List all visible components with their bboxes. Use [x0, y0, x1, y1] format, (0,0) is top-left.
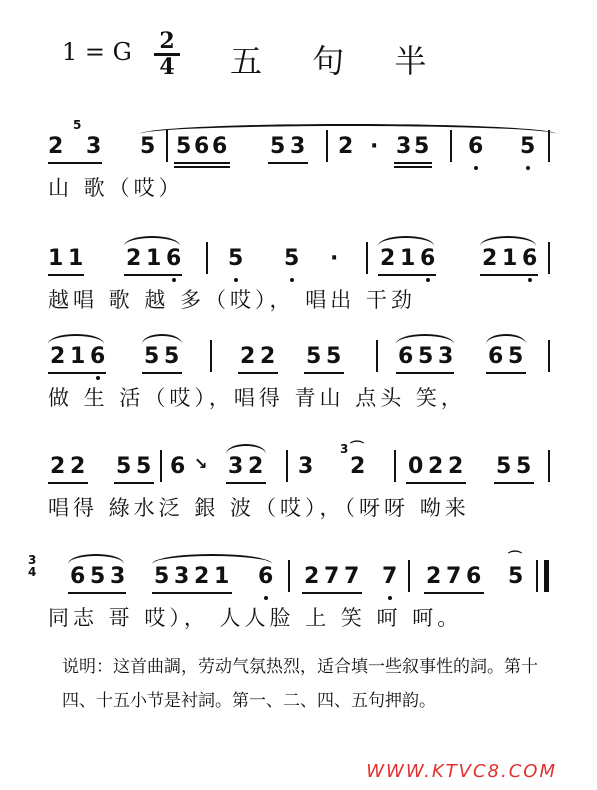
- lyrics-line-4: 唱得 綠水泛 銀 波（哎），（呀呀 呦来: [48, 496, 470, 520]
- underline: [48, 482, 88, 484]
- note: 6: [90, 344, 106, 369]
- note: 6: [212, 134, 228, 159]
- octave-dot: [388, 596, 392, 600]
- note: 2: [50, 344, 66, 369]
- barline: [548, 242, 550, 274]
- slur: [48, 334, 104, 344]
- lyrics-line-1: 山 歌（哎）: [48, 176, 184, 200]
- underline: [424, 592, 484, 594]
- final-barline: [544, 560, 549, 592]
- note: 6: [398, 344, 414, 369]
- note: 6: [166, 246, 182, 271]
- barline: [210, 340, 212, 372]
- barline: [548, 130, 550, 162]
- underline: [142, 372, 182, 374]
- note: 5: [326, 344, 342, 369]
- barline: [288, 560, 290, 592]
- note: 1: [68, 246, 84, 271]
- slur: [378, 236, 434, 246]
- slur: [226, 444, 266, 454]
- note: 1: [48, 246, 64, 271]
- note: 5: [136, 454, 152, 479]
- key-signature: 1 = G: [62, 38, 132, 66]
- barline: [536, 560, 538, 592]
- underline: [114, 482, 154, 484]
- slur: [124, 236, 180, 246]
- underline: [268, 162, 308, 164]
- octave-dot: [290, 278, 294, 282]
- note: 5: [116, 454, 132, 479]
- note: 2: [248, 454, 264, 479]
- barline: [394, 450, 396, 482]
- underline: [124, 274, 182, 276]
- note: 5: [140, 134, 156, 159]
- underline: [302, 592, 362, 594]
- note: 2: [48, 134, 64, 159]
- notation-line-4: [48, 441, 558, 488]
- notation-line-5: [28, 551, 558, 598]
- footnote: 说明：这首曲調，劳动气氛热烈，适合填一些叙事性的詞。第十四、十五小节是衬詞。第一、二、四、五句押韵。: [62, 657, 538, 711]
- slur: [486, 334, 526, 344]
- note: 5: [414, 134, 430, 159]
- barline: [326, 130, 328, 162]
- note: 5: [306, 344, 322, 369]
- note: 3: [174, 564, 190, 589]
- slur: [152, 554, 272, 564]
- note: 6: [466, 564, 482, 589]
- note: 5: [520, 134, 536, 159]
- lyrics-line-5: 同志 哥 哎）， 人人脸 上 笑 呵 呵。: [48, 606, 463, 630]
- octave-dot: [528, 278, 532, 282]
- note: 1: [214, 564, 230, 589]
- fermata: ⌒: [508, 551, 522, 567]
- note: 6: [522, 246, 538, 271]
- note: 6: [258, 564, 274, 589]
- note: 5: [228, 246, 244, 271]
- octave-dot: [96, 376, 100, 380]
- note: ·: [330, 246, 339, 271]
- note: ·: [370, 134, 379, 159]
- note: 0: [408, 454, 424, 479]
- octave-dot: [474, 166, 478, 170]
- note: 3: [228, 454, 244, 479]
- barline: [408, 560, 410, 592]
- note: 2: [338, 134, 354, 159]
- barline: [206, 242, 208, 274]
- time-change: 3 4: [28, 553, 37, 579]
- octave-dot: [526, 166, 530, 170]
- note: 2: [350, 454, 366, 479]
- note: 1: [502, 246, 518, 271]
- notation-line-1: [48, 118, 558, 168]
- note: 3: [396, 134, 412, 159]
- note: 5: [176, 134, 192, 159]
- note: 7: [446, 564, 462, 589]
- octave-dot: [264, 596, 268, 600]
- note: 5: [508, 344, 524, 369]
- note: 6: [488, 344, 504, 369]
- note: 5: [516, 454, 532, 479]
- octave-dot: [172, 278, 176, 282]
- note: 2: [70, 454, 86, 479]
- note: 1: [400, 246, 416, 271]
- underline: [304, 372, 344, 374]
- underline: [68, 592, 126, 594]
- underline: [396, 372, 454, 374]
- underline: [48, 372, 106, 374]
- song-title: 五 句 半: [230, 42, 447, 80]
- slur: [396, 334, 454, 344]
- note: 6: [70, 564, 86, 589]
- note: 6: [194, 134, 210, 159]
- underline: [174, 162, 230, 164]
- underline: [238, 372, 278, 374]
- underline: [394, 166, 432, 168]
- note: 2: [260, 344, 276, 369]
- note: 6: [468, 134, 484, 159]
- underline: [48, 162, 102, 164]
- barline: [450, 130, 452, 162]
- underline: [226, 482, 266, 484]
- grace-note: 5: [73, 118, 82, 132]
- barline: [366, 242, 368, 274]
- barline: [548, 450, 550, 482]
- underline: [480, 274, 538, 276]
- note: 2: [50, 454, 66, 479]
- note: 5: [144, 344, 160, 369]
- note: 3: [438, 344, 454, 369]
- note: 2: [304, 564, 320, 589]
- note: 5: [90, 564, 106, 589]
- note: 5: [508, 564, 524, 589]
- watermark: WWW.KTVC8.COM: [366, 761, 557, 782]
- octave-dot: [426, 278, 430, 282]
- notation-line-3: [48, 338, 558, 378]
- underline: [394, 162, 432, 164]
- barline: [376, 340, 378, 372]
- note: 5: [418, 344, 434, 369]
- note: 3: [298, 454, 314, 479]
- underline: [406, 482, 466, 484]
- underline: [378, 274, 436, 276]
- time-signature-top: 2: [154, 30, 180, 56]
- note: 7: [324, 564, 340, 589]
- underline: [174, 166, 230, 168]
- note: 3: [290, 134, 306, 159]
- note: 2: [194, 564, 210, 589]
- note: 2: [240, 344, 256, 369]
- note: 5: [154, 564, 170, 589]
- underline: [494, 482, 534, 484]
- note: 2: [380, 246, 396, 271]
- note: 6: [170, 454, 186, 479]
- barline: [166, 130, 168, 162]
- note: 7: [344, 564, 360, 589]
- barline: [548, 340, 550, 372]
- underline: [48, 274, 84, 276]
- note: 2: [428, 454, 444, 479]
- note: 1: [70, 344, 86, 369]
- note: 5: [496, 454, 512, 479]
- octave-dot: [234, 278, 238, 282]
- notation-line-2: [48, 240, 558, 280]
- slur: [68, 554, 124, 564]
- underline: [486, 372, 526, 374]
- note: 5: [284, 246, 300, 271]
- note: 5: [270, 134, 286, 159]
- underline: [152, 592, 232, 594]
- lyrics-line-2: 越唱 歌 越 多（哎）， 唱出 干劲: [48, 288, 416, 312]
- slur: [480, 236, 536, 246]
- glide-arrow: ↘: [194, 454, 208, 473]
- note: 3: [86, 134, 102, 159]
- note: 6: [420, 246, 436, 271]
- slur: [142, 334, 182, 344]
- fermata: ⌒: [350, 441, 364, 457]
- barline: [286, 450, 288, 482]
- grace-note: 3: [340, 442, 349, 456]
- note: 2: [448, 454, 464, 479]
- note: 2: [426, 564, 442, 589]
- note: 7: [382, 564, 398, 589]
- note: 5: [164, 344, 180, 369]
- note: 1: [146, 246, 162, 271]
- note: 3: [110, 564, 126, 589]
- lyrics-line-3: 做 生 活（哎），唱得 青山 点头 笑，: [48, 386, 466, 410]
- note: 2: [482, 246, 498, 271]
- barline: [160, 450, 162, 482]
- time-signature-bottom: 4: [159, 54, 175, 80]
- note: 2: [126, 246, 142, 271]
